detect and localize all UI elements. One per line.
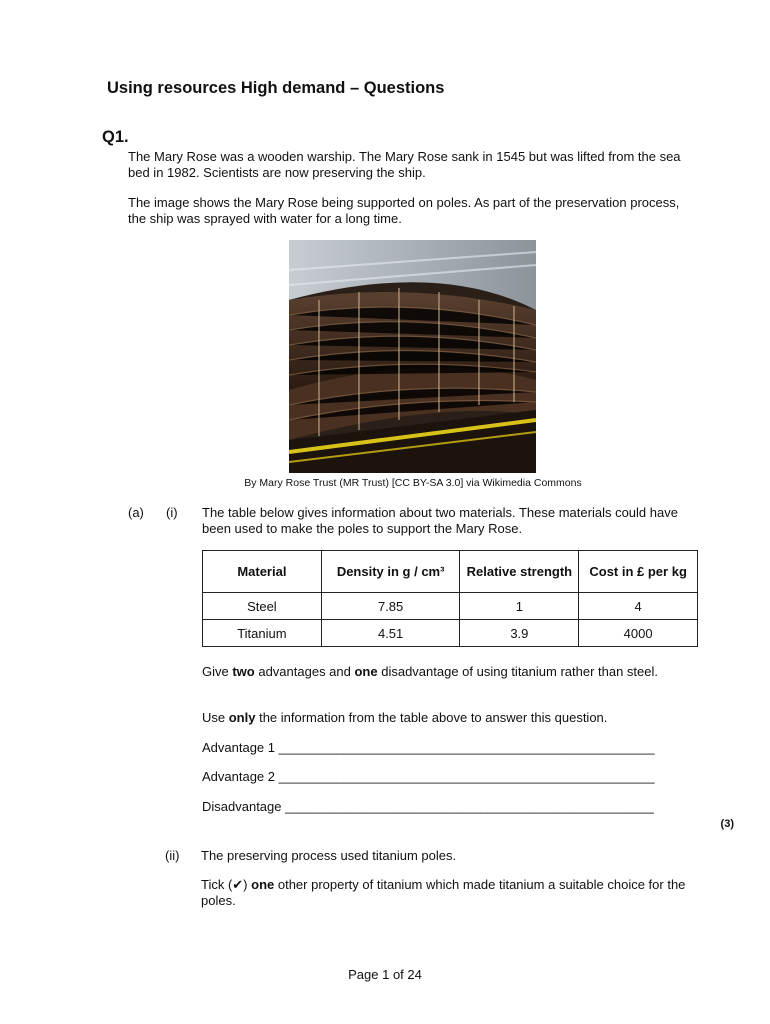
question-emphasis: one <box>354 664 378 679</box>
table-cell: 4000 <box>579 620 698 647</box>
intro-paragraph-2: The image shows the Mary Rose being supported on poles. As part of the preservation process, the ship was sprayed with water for a long time. <box>128 195 680 226</box>
part-a-text: The table below gives information about two materials. These materials could have been used to make the poles to support the Mary Rose. <box>202 505 678 536</box>
mary-rose-photo <box>289 240 536 473</box>
table-header: Relative strength <box>460 551 579 593</box>
table-header: Density in g / cm³ <box>321 551 460 593</box>
question-text <box>202 664 702 680</box>
question-text-part: disadvantage of using titanium rather than steel. <box>377 664 659 679</box>
instruction-text-part: the information from the table above to answer this question. <box>255 710 608 725</box>
part-ii-text: The preserving process used titanium poles. <box>201 848 457 863</box>
table-cell: 1 <box>460 593 579 620</box>
question-text-part: advantages and <box>254 664 355 679</box>
table-cell: 4 <box>579 593 698 620</box>
page-title: Using resources High demand – Questions <box>107 79 445 97</box>
table-header: Cost in £ per kg <box>579 551 698 593</box>
tick-text-part: other property of titanium which made titanium a suitable choice for the poles. <box>201 877 686 908</box>
instruction-text-part: Use <box>202 710 229 725</box>
question-text-part: Give <box>202 664 233 679</box>
table-header-row <box>203 551 698 593</box>
table-cell: 4.51 <box>321 620 460 647</box>
part-a-i-label: (i) <box>166 505 178 520</box>
tick-emphasis: one <box>251 877 275 892</box>
part-ii-label: (ii) <box>165 848 180 863</box>
answer-line-advantage-1[interactable]: Advantage 1 ____________________________________________________ <box>202 740 655 755</box>
intro-paragraph-1: The Mary Rose was a wooden warship. The Mary Rose sank in 1545 but was lifted from the sea bed in 1982. Scientists are now preserving the ship. <box>128 149 681 180</box>
instruction-emphasis: only <box>228 710 256 725</box>
answer-line-disadvantage[interactable]: Disadvantage ___________________________________________________ <box>202 799 654 814</box>
page-footer: Page 1 of 24 <box>348 967 422 982</box>
table-cell: 3.9 <box>460 620 579 647</box>
image-caption: By Mary Rose Trust (MR Trust) [CC BY-SA 3.0] via Wikimedia Commons <box>244 477 582 489</box>
tick-text-part: Tick (✔) <box>201 877 252 892</box>
marks-label: (3) <box>720 818 734 830</box>
table-cell: Steel <box>203 593 322 620</box>
part-a-label: (a) <box>128 505 144 520</box>
materials-table <box>202 550 698 647</box>
instruction-text <box>202 710 702 726</box>
tick-instruction <box>201 877 701 909</box>
table-header: Material <box>203 551 322 593</box>
question-emphasis: two <box>232 664 255 679</box>
table-cell: Titanium <box>203 620 322 647</box>
question-number: Q1. <box>102 128 129 146</box>
table-cell: 7.85 <box>321 593 460 620</box>
table-row <box>203 593 698 620</box>
answer-line-advantage-2[interactable]: Advantage 2 ____________________________________________________ <box>202 769 655 784</box>
ship-illustration <box>289 240 536 473</box>
table-row <box>203 620 698 647</box>
